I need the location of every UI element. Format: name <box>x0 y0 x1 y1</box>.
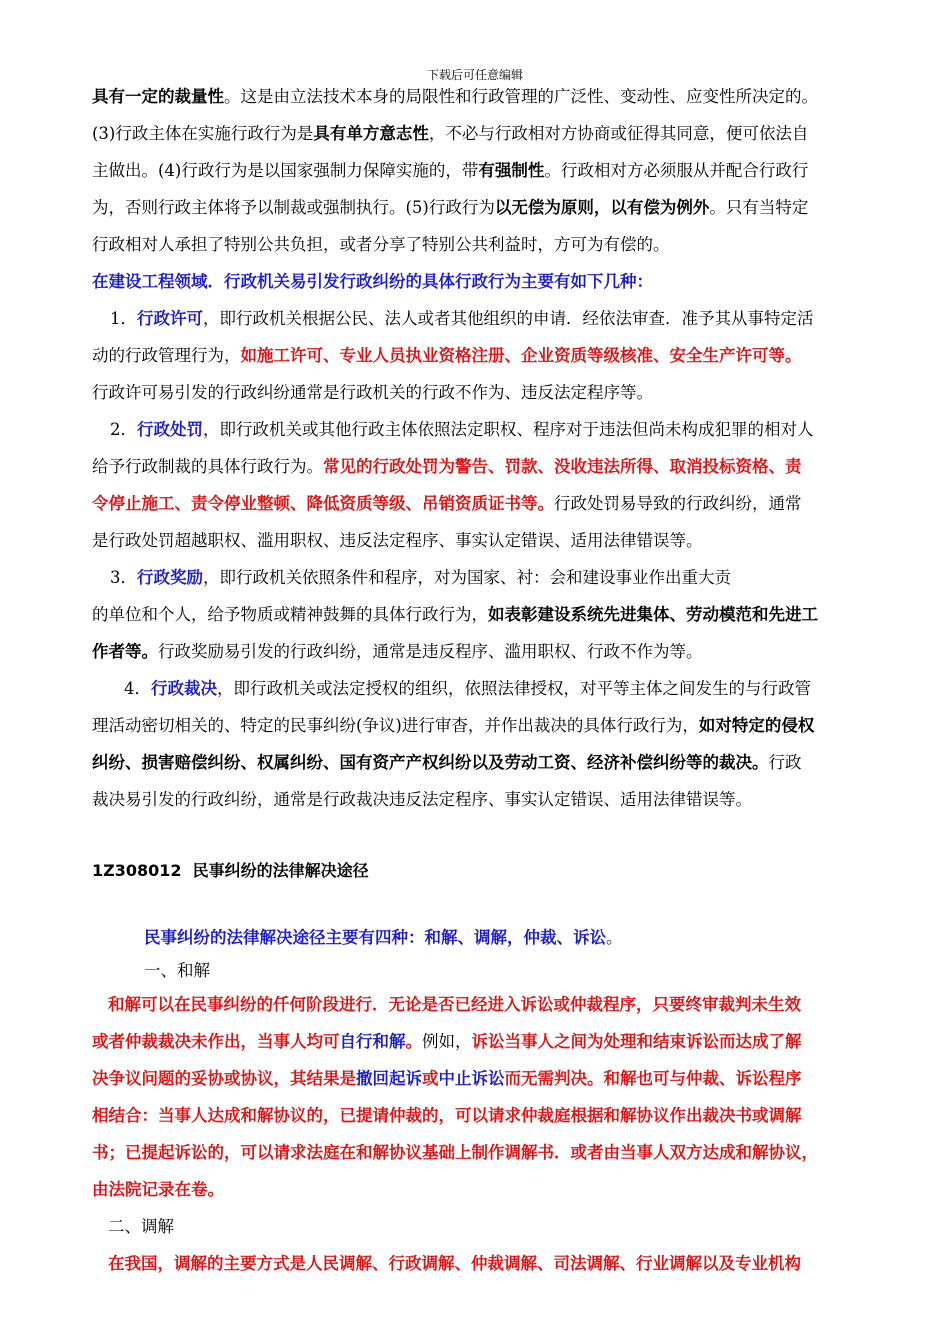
item-1-line-1 <box>92 300 872 337</box>
item-term: 行政许可 <box>137 309 203 328</box>
intro-line-1 <box>92 78 872 115</box>
blue-text: 自行和解 <box>339 1032 406 1051</box>
item-3-line-1 <box>92 559 872 596</box>
intro-line-2 <box>92 115 872 152</box>
sub1-line-4 <box>92 1097 872 1134</box>
domain-heading: 在建设工程领域．行政机关易引发行政纠纷的具体行政行为主要有如下几种： <box>92 272 653 291</box>
item-4-line-1 <box>92 670 872 707</box>
item-2-line-4 <box>92 522 872 559</box>
text: 例如， <box>422 1032 472 1051</box>
item-1-line-2 <box>92 337 872 374</box>
bold-text: 以无偿为原则，以有偿为例外 <box>494 198 710 217</box>
item-number: 2． <box>110 420 137 439</box>
sub1-line-2 <box>92 1023 872 1060</box>
red-text: 书；已提起诉讼的，可以请求法庭在和解协议基础上制作调解书．或者由当事人双方达成和解协议， <box>92 1143 818 1162</box>
text: 为，否则行政主体将予以制裁或强制执行。(5)行政行为 <box>92 198 495 217</box>
text: 。只有当特定 <box>709 198 809 217</box>
bold-text: 具有单方意志性 <box>313 124 429 143</box>
sub1-line-5 <box>92 1134 872 1171</box>
item-2-line-1 <box>92 411 872 448</box>
spacer <box>92 818 872 852</box>
blue-text: 撤回起诉 <box>356 1069 422 1088</box>
intro-line-5 <box>92 226 872 263</box>
text: 是行政处罚超越职权、滥用职权、违反法定程序、事实认定错误、适用法律错误等。 <box>92 531 703 550</box>
item-term: 行政裁决 <box>151 679 217 698</box>
red-text: 在我国，调解的主要方式是人民调解、行政调解、仲裁调解、司法调解、行业调解以及专业机构 <box>108 1254 801 1273</box>
text: ，即行政机关根据公民、法人或者其他组织的申请．经依法审查．准予其从事特定活 <box>203 309 814 328</box>
red-text: 。 <box>405 1032 422 1051</box>
text: 行政处罚易导致的行政纠纷，通常 <box>554 494 802 513</box>
sub1-line-6 <box>92 1171 872 1208</box>
item-2-line-3 <box>92 485 872 522</box>
intro-line-3 <box>92 152 872 189</box>
red-text: 和解可以在民事纠纷的仟何阶段进行．无论是否已经进入诉讼或仲裁程序，只要终审裁判未生效 <box>108 995 801 1014</box>
item-4-line-4 <box>92 781 872 818</box>
text: ，不必与行政相对方协商或征得其同意，便可依法自 <box>428 124 809 143</box>
text: 。这是由立法技术本身的局限性和行政管理的广泛性、变动性、应变性所决定的。 <box>224 87 818 106</box>
text: 。行政相对方必须服从并配合行政行 <box>544 161 809 180</box>
text: 的单位和个人，给予物质或精神鼓舞的具体行政行为， <box>92 605 488 624</box>
red-text: 或 <box>422 1069 439 1088</box>
red-text: 相结合：当事人达成和解协议的，已提请仲裁的，可以请求仲裁庭根据和解协议作出裁决书或调解 <box>92 1106 802 1125</box>
bold-text: 作者等。 <box>92 642 158 661</box>
red-text: 令停止施工、责令停业整顿、降低资质等级、吊销资质证书等。 <box>92 494 554 513</box>
document-body <box>92 80 872 1282</box>
text: 。 <box>606 928 623 947</box>
intro-line-4 <box>92 189 872 226</box>
bold-text: 有强制性 <box>478 161 545 180</box>
item-4-line-2 <box>92 707 872 744</box>
bold-text: 如对特定的侵权 <box>698 716 815 735</box>
red-text: 常见的行政处罚为警告、罚款、没收违法所得、取消投标资格、责 <box>323 457 802 476</box>
text: ，即行政机关或法定授权的组织，依照法律授权，对平等主体之间发生的与行政管 <box>217 679 811 698</box>
item-3-line-2 <box>92 596 872 633</box>
section-heading <box>92 852 872 889</box>
item-number: 3． <box>110 568 137 587</box>
text: 裁决易引发的行政纠纷，通常是行政裁决违反法定程序、事实认定错误、适用法律错误等。 <box>92 790 752 809</box>
subsection-title-1: 一、和解 <box>144 961 210 980</box>
summary-text: 民事纠纷的法律解决途径主要有四种：和解、调解，仲裁、诉讼 <box>144 928 606 947</box>
item-1-line-3 <box>92 374 872 411</box>
bold-text: 纠纷、损害赔偿纠纷、权属纠纷、国有资产产权纠纷以及劳动工资、经济补偿纠纷等的裁决。 <box>92 753 769 772</box>
red-text: 决争议问题的妥协或协议，其结果是 <box>92 1069 356 1088</box>
subsection-title-2: 二、调解 <box>108 1217 174 1236</box>
text: 主做出。(4)行政行为是以国家强制力保障实施的，带 <box>92 161 479 180</box>
sub1-line-1 <box>92 986 872 1023</box>
text: (3)行政主体在实施行政行为是 <box>92 124 314 143</box>
red-text: 如施工许可、专业人员执业资格注册、企业资质等级核准、安全生产许可等。 <box>240 346 802 365</box>
red-text: 由法院记录在卷。 <box>92 1180 224 1199</box>
sub2-line-1 <box>92 1245 872 1282</box>
section-code: 1Z308012 <box>92 861 182 880</box>
red-text: 或者仲裁裁决未作出，当事人均可 <box>92 1032 340 1051</box>
red-text: 而无需判决。和解也可与仲裁、诉讼程序 <box>504 1069 802 1088</box>
text: 行政许可易引发的行政纠纷通常是行政机关的行政不作为、违反法定程序等。 <box>92 383 653 402</box>
summary-line <box>92 919 872 956</box>
bold-text: 如表彰建设系统先进集体、劳动模范和先进工 <box>488 605 818 624</box>
section-title: 民事纠纷的法律解决途径 <box>192 861 369 880</box>
item-number: 1． <box>110 309 137 328</box>
red-text: 诉讼当事人之间为处理和结束诉讼而达成了解 <box>471 1032 802 1051</box>
blue-text: 中止诉讼 <box>438 1069 505 1088</box>
item-term: 行政处罚 <box>137 420 203 439</box>
text: ，即行政机关依照条件和程序，对为国家、衬：会和建设事业作出重大贡 <box>203 568 731 587</box>
sub1-line-3 <box>92 1060 872 1097</box>
item-4-line-3 <box>92 744 872 781</box>
item-term: 行政奖励 <box>137 568 203 587</box>
text: 给予行政制裁的具体行政行为。 <box>92 457 323 476</box>
text: 行政相对人承担了特别公共负担，或者分享了特别公共利益时，方可为有偿的。 <box>92 235 670 254</box>
text: 理活动密切相关的、特定的民事纠纷(争议)进行审杳，并作出裁决的具体行政行为， <box>92 716 699 735</box>
item-2-line-2 <box>92 448 872 485</box>
text: 动的行政管理行为， <box>92 346 241 365</box>
bold-text: 具有一定的裁量性 <box>92 87 224 106</box>
text: 行政 <box>768 753 802 772</box>
text: 行政奖励易引发的行政纠纷，通常是违反程序、滥用职权、行政不作为等。 <box>158 642 703 661</box>
text: ，即行政机关或其他行政主体依照法定职权、程序对于违法但尚未构成犯罪的相对人 <box>203 420 814 439</box>
page-header: 下载后可任意编辑 <box>426 68 523 82</box>
spacer <box>92 889 872 919</box>
item-3-line-3 <box>92 633 872 670</box>
item-number: 4． <box>124 679 151 698</box>
